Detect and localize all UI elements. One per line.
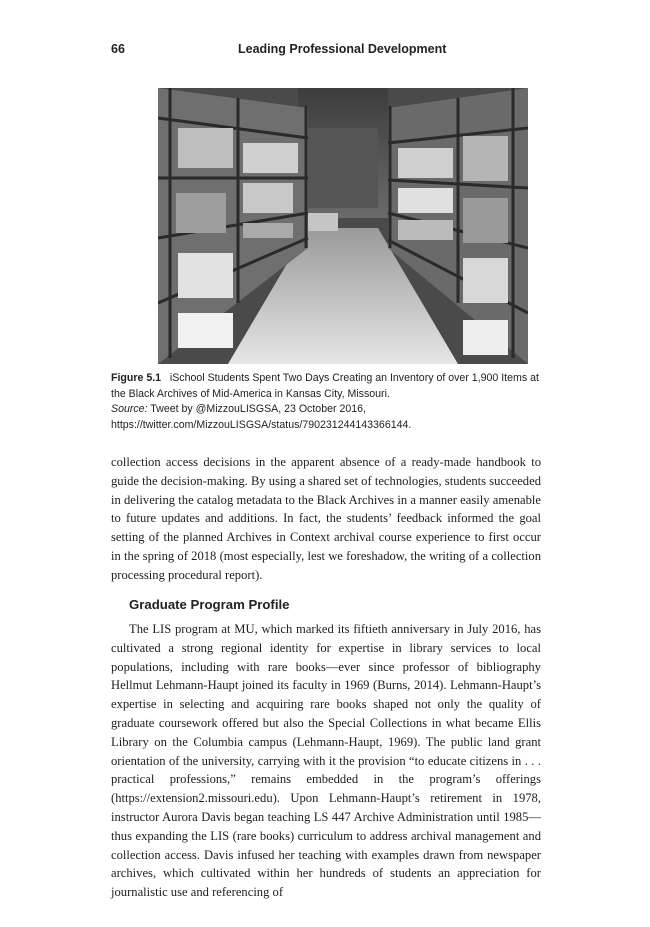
figure-photo-archive-shelves <box>158 88 528 364</box>
figure-source-text: Tweet by @MizzouLISGSA, 23 October 2016, https://twitter.com/MizzouLISGSA/status/790231244143366144. <box>111 403 412 431</box>
body-paragraph-1: collection access decisions in the apparent absence of a ready-made handbook to guide the decision-making. By using a shared set of technologies, students succeeded in delivering the catalog metadata to the Black Archives in a manner easily amenable to future updates and additions. In fact, the students’ feedback informed the goal setting of the planned Archives in Context archival course experience to first occur in the spring of 2018 (most especially, lest we foreshadow, the writing of a collection processing procedural report). <box>111 455 541 582</box>
archive-shelves-photo <box>158 88 528 364</box>
figure-source-label: Source: <box>111 403 148 415</box>
section-heading: Graduate Program Profile <box>129 597 290 612</box>
figure-label: Figure 5.1 <box>111 372 162 384</box>
body-paragraph-2: The LIS program at MU, which marked its fiftieth anniversary in July 2016, has cultivated a strong regional identity for expertise in library services to local populations, including with rare books—ever since professor of bibliography Hellmut Lehmann-Haupt joined its faculty in 1969 (Burns, 2014). Lehmann-Haupt’s expertise in selecting and acquiring rare books shaped not only the quality of graduate coursework offered but also the Special Collections in what became Ellis Library on the Columbia campus (Lehmann-Haupt, 1969). The public land grant orientation of the university, carrying with it the provision “to educate citizens in . . . practical professions,” remains embedded in the program’s offerings (https://extension2.missouri.edu). Upon Lehmann-Haupt’s retirement in 1978, instructor Aurora Davis began teaching LS 447 Archive Administration until 1985—thus expanding the LIS (rare books) curriculum to address archival management and collection access. Davis infused her teaching with examples drawn from newspaper archives, which cultivated within her hundreds of students an appreciation for journalistic use and referencing of <box>111 622 541 900</box>
figure-caption-text: iSchool Students Spent Two Days Creating an Inventory of over 1,900 Items at the Black Archives of Mid-America in Kansas City, Missouri. <box>111 372 539 400</box>
running-title: Leading Professional Development <box>238 42 447 56</box>
figure-caption <box>111 371 551 433</box>
page-number: 66 <box>111 42 125 56</box>
